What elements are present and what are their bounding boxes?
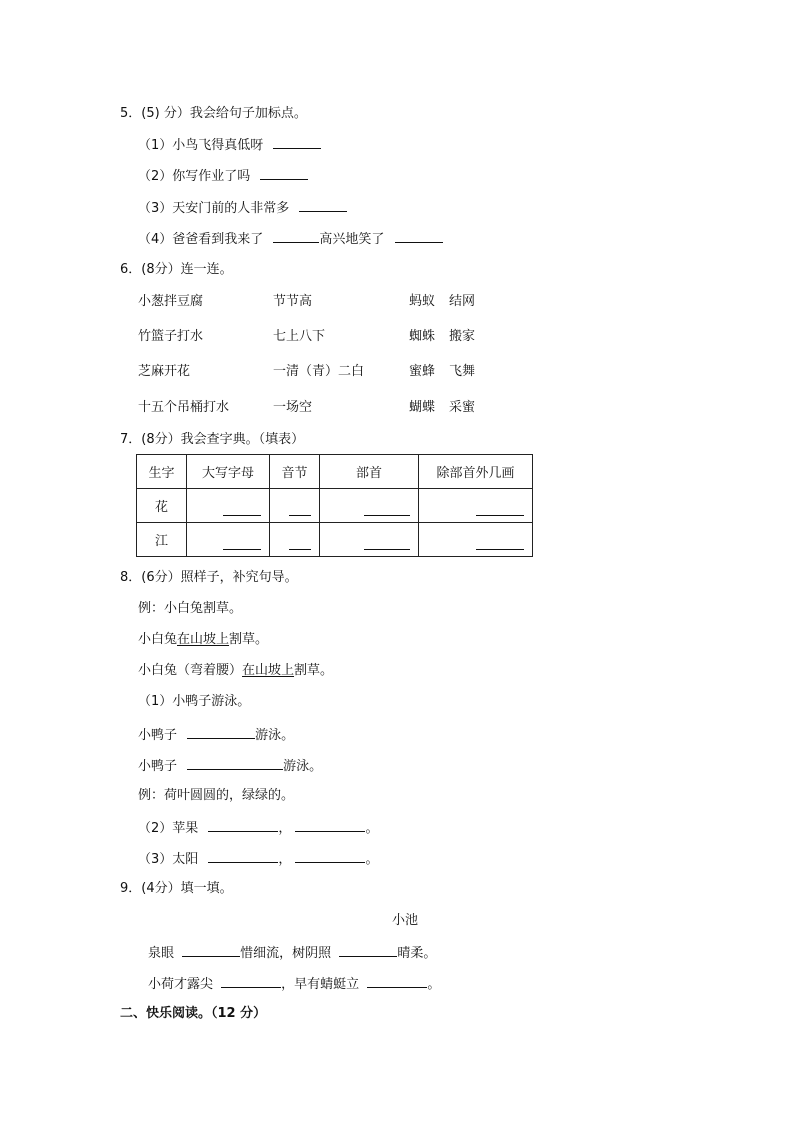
q6-col1-item[interactable]: 芝麻开花 xyxy=(138,364,191,379)
poem-line-1-c: 晴柔。 xyxy=(397,946,437,961)
cell-capital-letter[interactable] xyxy=(187,489,270,523)
q8-duck-prefix: 小鸭子 xyxy=(138,759,178,774)
poem-line-2-a: 小荷才露尖 xyxy=(148,977,214,992)
q8-example-1c-underlined: 在山坡上 xyxy=(242,663,295,678)
header-character: 生字 xyxy=(137,455,187,489)
q6-col3a-item[interactable]: 蝴蝶 xyxy=(409,400,436,415)
header-capital-letter: 大写字母 xyxy=(187,455,270,489)
q6-col3a-item[interactable]: 蜜蜂 xyxy=(409,364,436,379)
q6-col3a-item[interactable]: 蚂蚁 xyxy=(409,294,436,309)
cell-stroke-count[interactable] xyxy=(419,523,533,557)
q8-blank-apple-2[interactable] xyxy=(295,819,365,832)
q8-period: 。 xyxy=(365,821,379,836)
q8-title: 8．(6分）照样子，补究句导。 xyxy=(120,570,298,585)
q8-duck-suffix: 游泳。 xyxy=(283,759,323,774)
q8-item-2-text: （2）苹果 xyxy=(138,821,199,836)
poem-line-1-b: 惜细流，树阴照 xyxy=(240,946,332,961)
q8-example-1b xyxy=(138,632,268,648)
q6-col2-item[interactable]: 七上八下 xyxy=(273,329,326,344)
poem-line-2 xyxy=(148,975,440,993)
q8-example-1b-underlined: 在山坡上 xyxy=(177,632,230,647)
cell-radical[interactable] xyxy=(320,489,419,523)
table-row xyxy=(137,523,533,557)
header-radical: 部首 xyxy=(320,455,419,489)
q6-title: 6．(8分）连一连。 xyxy=(120,262,233,277)
q5-blank-2[interactable] xyxy=(260,167,308,180)
poem-blank-1[interactable] xyxy=(182,944,240,957)
section-2-title: 二、快乐阅读。（12 分） xyxy=(120,1006,267,1021)
q8-example-1c xyxy=(138,663,333,679)
q8-item-1: （1）小鸭子游泳。 xyxy=(138,694,251,709)
q5-item-4-text: （4）爸爸看到我来了 xyxy=(138,232,264,247)
q5-blank-1[interactable] xyxy=(273,136,321,149)
q9-title: 9．(4分）填一填。 xyxy=(120,881,233,896)
q8-example-1c-pre: 小白兔（弯着腰） xyxy=(138,663,243,678)
q5-item-3 xyxy=(138,199,347,217)
cell-capital-letter[interactable] xyxy=(187,523,270,557)
poem-line-2-b: ，早有蜻蜓立 xyxy=(281,977,360,992)
q5-item-2-text: （2）你写作业了吗 xyxy=(138,169,251,184)
q8-blank-sun-2[interactable] xyxy=(295,850,365,863)
q8-duck-suffix: 游泳。 xyxy=(255,728,295,743)
q8-example-1b-pre: 小白兔 xyxy=(138,632,178,647)
q5-item-1 xyxy=(138,136,321,154)
q8-item-3 xyxy=(138,850,378,868)
q5-blank-3[interactable] xyxy=(299,199,347,212)
cell-stroke-count[interactable] xyxy=(419,489,533,523)
q6-col3a-item[interactable]: 蜘蛛 xyxy=(409,329,436,344)
q6-col1-item[interactable]: 小葱拌豆腐 xyxy=(138,294,204,309)
q8-item-2 xyxy=(138,819,378,837)
poem-blank-2[interactable] xyxy=(339,944,397,957)
q5-blank-4b[interactable] xyxy=(395,230,443,243)
q6-col1-item[interactable]: 十五个吊桶打水 xyxy=(138,400,230,415)
q5-item-3-text: （3）天安门前的人非常多 xyxy=(138,201,290,216)
q8-blank-duck-1[interactable] xyxy=(187,726,255,739)
q5-item-4-mid: 高兴地笑了 xyxy=(319,232,385,247)
q7-title: 7．(8分）我会查字典。（填表） xyxy=(120,432,305,447)
q8-example-1: 例：小白兔割草。 xyxy=(138,601,243,616)
q8-item-3-text: （3）太阳 xyxy=(138,852,199,867)
q6-col3b-item[interactable]: 飞舞 xyxy=(449,364,476,379)
q5-blank-4a[interactable] xyxy=(273,230,319,243)
q8-example-2: 例：荷叶圆圆的，绿绿的。 xyxy=(138,788,295,803)
cell-radical[interactable] xyxy=(320,523,419,557)
q5-item-2 xyxy=(138,167,308,185)
q6-col3b-item[interactable]: 搬家 xyxy=(449,329,476,344)
q6-col2-item[interactable]: 节节高 xyxy=(273,294,313,309)
q8-period: 。 xyxy=(365,852,379,867)
cell-syllable[interactable] xyxy=(270,523,320,557)
table-header-row xyxy=(137,455,533,489)
cell-syllable[interactable] xyxy=(270,489,320,523)
q6-col3b-item[interactable]: 结网 xyxy=(449,294,476,309)
q6-col1-item[interactable]: 竹篮子打水 xyxy=(138,329,204,344)
q6-col3b-item[interactable]: 采蜜 xyxy=(449,400,476,415)
header-stroke-count: 除部首外几画 xyxy=(419,455,533,489)
dictionary-table xyxy=(136,454,533,557)
q8-duck-line-1 xyxy=(138,726,294,744)
q8-comma: ， xyxy=(278,821,292,836)
poem-blank-4[interactable] xyxy=(367,975,427,988)
q8-example-1c-post: 割草。 xyxy=(294,663,334,678)
q8-blank-apple-1[interactable] xyxy=(208,819,278,832)
poem-line-1-a: 泉眼 xyxy=(148,946,175,961)
row-character: 江 xyxy=(137,523,187,557)
q5-item-4 xyxy=(138,230,443,248)
q5-item-1-text: （1）小鸟飞得真低呀 xyxy=(138,138,264,153)
q6-col2-item[interactable]: 一场空 xyxy=(273,400,313,415)
q5-title: 5．(5) 分）我会给句子加标点。 xyxy=(120,106,307,121)
q8-duck-line-2 xyxy=(138,757,322,775)
q8-blank-sun-1[interactable] xyxy=(208,850,278,863)
q6-col2-item[interactable]: 一清（青）二白 xyxy=(273,364,365,379)
poem-line-1 xyxy=(148,944,436,962)
row-character: 花 xyxy=(137,489,187,523)
q8-blank-duck-2[interactable] xyxy=(187,757,283,770)
poem-blank-3[interactable] xyxy=(221,975,281,988)
q8-comma: ， xyxy=(278,852,292,867)
q8-example-1b-post: 割草。 xyxy=(229,632,269,647)
q8-duck-prefix: 小鸭子 xyxy=(138,728,178,743)
poem-line-2-c: 。 xyxy=(427,977,441,992)
table-row xyxy=(137,489,533,523)
header-syllable: 音节 xyxy=(270,455,320,489)
poem-title: 小池 xyxy=(392,913,419,928)
